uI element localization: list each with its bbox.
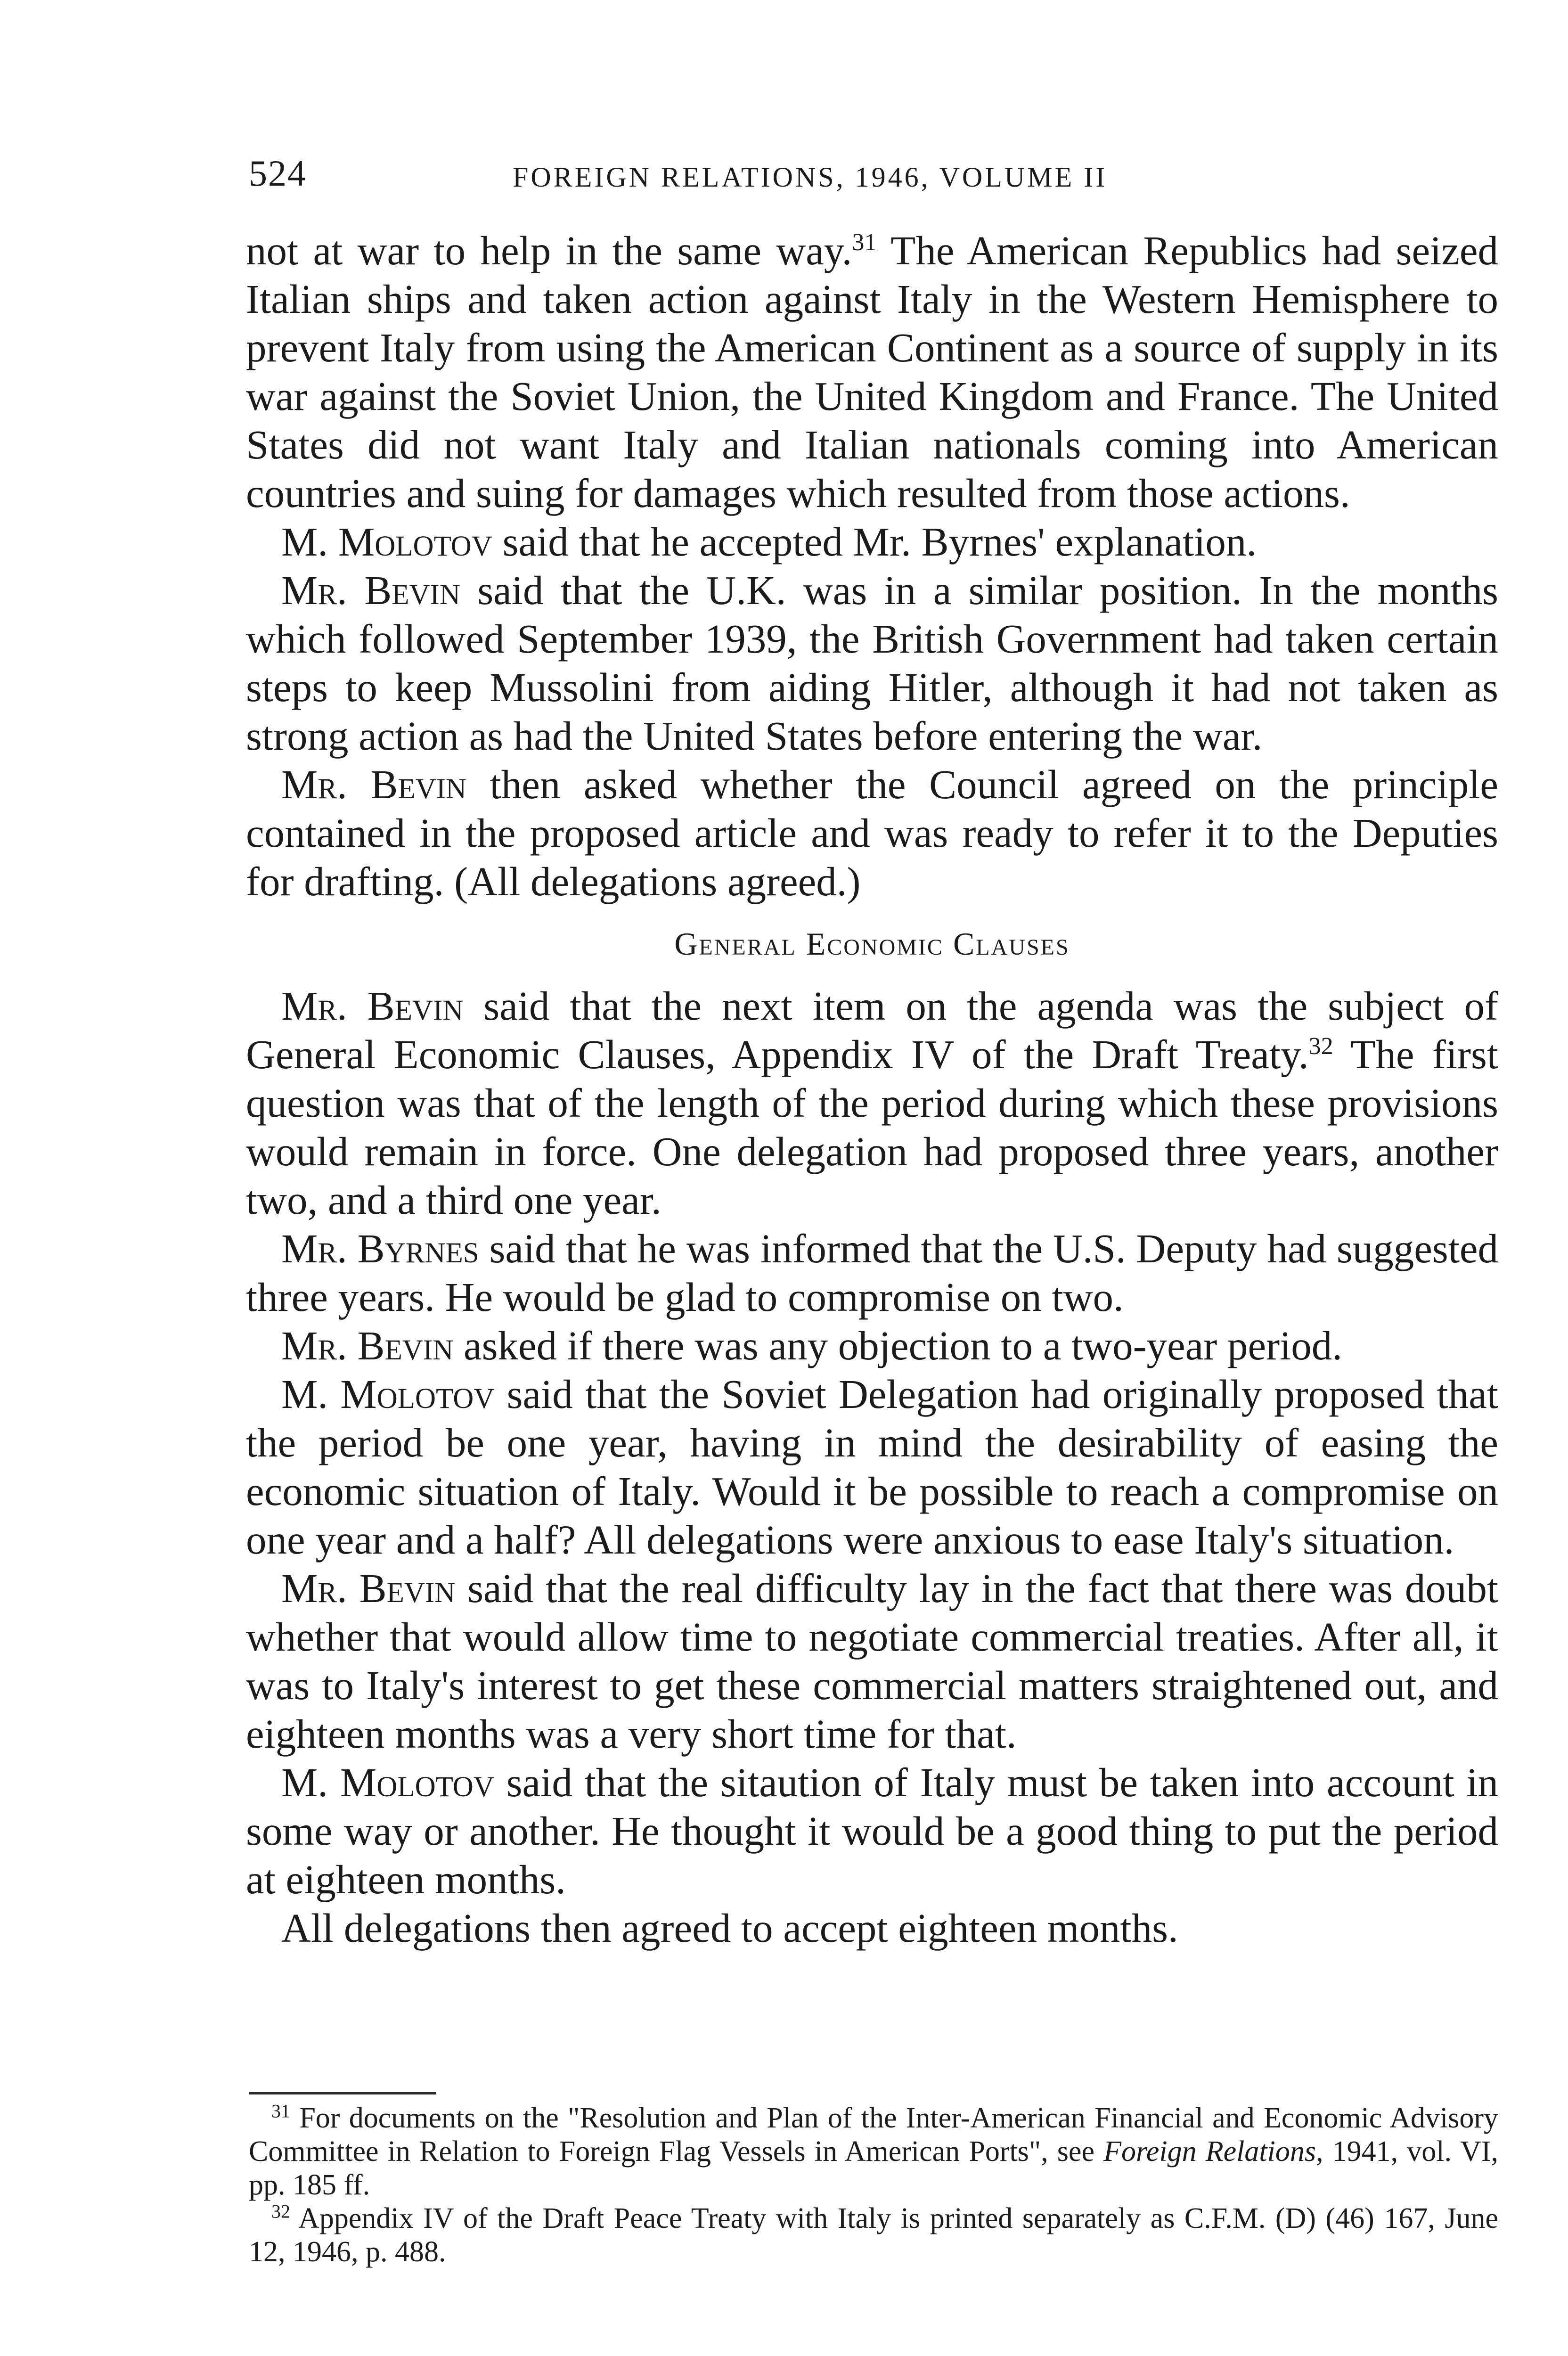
page-header (249, 150, 1323, 197)
speaker-name: Bevin (367, 983, 464, 1029)
speaker-name: Molotov (340, 1371, 495, 1417)
footnote-31: $^{31}$ For documents on the "Resolution and Plan of the Inter-American Financial and Economic Advisory Committee in Relation to Foreign Flag Vessels in American Ports", see Foreign Relations, 1941, vol. VI, pp. 185 ff. (249, 2100, 1498, 2201)
paragraph: M. Molotov said that the sitaution of Italy must be taken into account in some way or another. He thought it would be a good thing to put the period at eighteen months. (246, 1759, 1498, 1902)
speaker-name: Molotov (340, 1759, 494, 1805)
footnote-marker: 31 (271, 2100, 290, 2122)
footnotes (249, 2102, 1498, 2269)
paragraph: Mr. Bevin said that the U.K. was in a similar position. In the months which followed September 1939, the British Government had taken certain steps to keep Mussolini from aiding Hitler, although it had not taken as strong action as had the United States before entering the war. (246, 567, 1499, 759)
paragraph: Mr. Bevin said that the real difficulty lay in the fact that there was doubt whether that would allow time to negotiate commercial treaties. After all, it was to Italy's interest to get these commercial matters straightened out, and eighteen months was a very short time for that. (246, 1565, 1499, 1757)
paragraph: not at war to help in the same way.$^{31}$ The American Republics had seized Italian ships and taken action against Italy in the Western Hemisphere to prevent Italy from using the American Continent as a source of supply in its war against the Soviet Union, the United Kingdom and France. The United States did not want Italy and Italian nationals coming into American countries and suing for damages which resulted from those actions. (246, 228, 1498, 516)
paragraph: Mr. Bevin said that the next item on the agenda was the subject of General Economic Clauses, Appendix IV of the Draft Treaty.$^{32}$ The first question was that of the length of the period during which these provisions would remain in force. One delegation had proposed three years, another two, and a third one year. (246, 983, 1499, 1223)
footnote-ref-32: 32 (1308, 1033, 1333, 1060)
section-heading: General Economic Clauses (674, 926, 1070, 962)
paragraph: Mr. Bevin asked if there was any objection to a two-year period. (281, 1323, 1342, 1368)
footnote-32: $^{32}$ Appendix IV of the Draft Peace Treaty with Italy is printed separately as C.F.M. (D) (46) 167, June 12, 1946, p. 488. (249, 2201, 1498, 2268)
cited-title: Foreign Relations (1103, 2135, 1316, 2168)
paragraph: Mr. Byrnes said that he was informed that the U.S. Deputy had suggested three years. He would be glad to compromise on two. (246, 1226, 1499, 1320)
speaker-name: Bevin (359, 1565, 456, 1611)
paragraph: M. Molotov said that the Soviet Delegation had originally proposed that the period be one year, having in mind the desirability of easing the economic situation of Italy. Would it be possible to reach a compromise on one year and a half? All delegations were anxious to ease Italy's situation. (246, 1371, 1498, 1562)
footnote-marker: 32 (271, 2201, 290, 2222)
page-number: 524 (249, 153, 307, 194)
speaker-name: Bevin (364, 567, 460, 613)
paragraph: Mr. Bevin then asked whether the Council agreed on the principle contained in the proposed article and was ready to refer it to the Deputies for drafting. (All delegations agreed.) (246, 761, 1498, 904)
paragraph: M. Molotov said that he accepted Mr. Byrnes' explanation. (281, 519, 1257, 564)
speaker-name: Molotov (338, 519, 492, 564)
speaker-name: Byrnes (357, 1226, 479, 1271)
speaker-name: Bevin (357, 1323, 454, 1368)
running-title: FOREIGN RELATIONS, 1946, VOLUME II (513, 162, 1108, 193)
speaker-name: Bevin (370, 761, 467, 807)
footnote-divider (249, 2092, 436, 2094)
paragraph: All delegations then agreed to accept eighteen months. (281, 1905, 1178, 1951)
footnote-ref-31: 31 (852, 229, 877, 256)
body-text (246, 226, 1498, 1952)
